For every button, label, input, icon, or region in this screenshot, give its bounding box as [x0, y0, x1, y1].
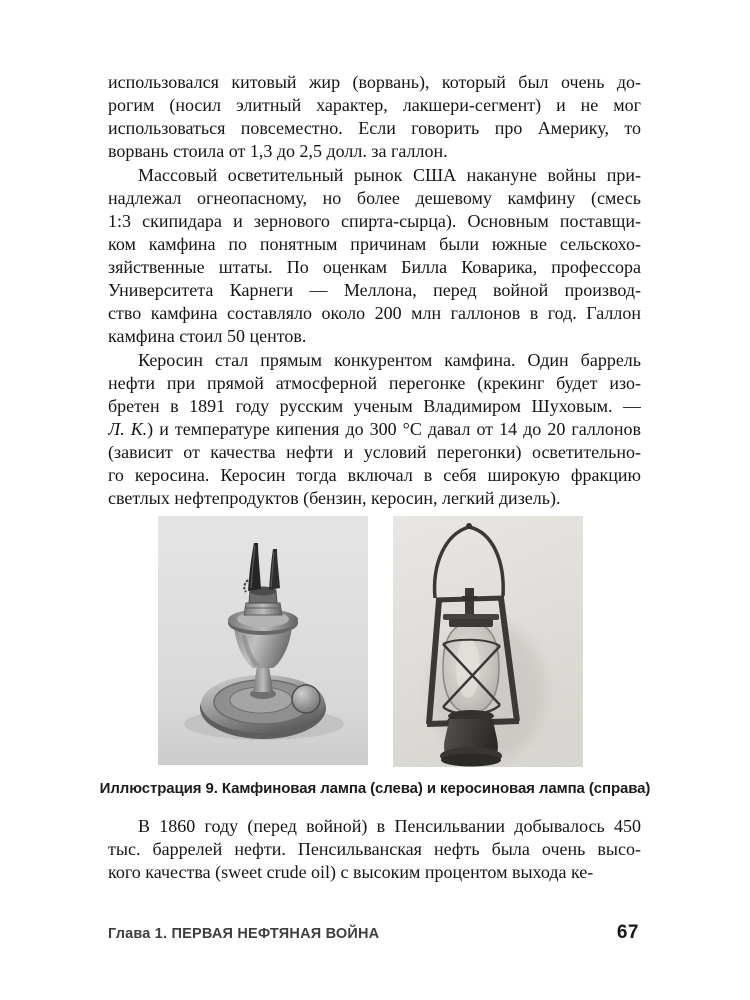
paragraph [108, 349, 641, 510]
text-line: ство камфина составляло около 200 млн галлонов в год. Галлон [108, 303, 641, 323]
text-line: тыс. баррелей нефти. Пенсильванская нефть была очень высо- [108, 839, 641, 859]
text-line: 1:3 скипидара и зернового спирта-сырца). Основным поставщи- [108, 211, 641, 231]
text-line: В 1860 году (перед войной) в Пенсильвании добывалось 450 [138, 816, 641, 836]
text-line: ком камфина по понятным причинам были южные сельскохо- [108, 234, 641, 254]
paragraph [108, 164, 641, 348]
chapter-title: Глава 1. ПЕРВАЯ НЕФТЯНАЯ ВОЙНА [108, 926, 380, 942]
camphine-lamp-photo [158, 516, 368, 765]
page-number: 67 [616, 922, 639, 943]
page-footer [108, 922, 639, 944]
text-line: Массовый осветительный рынок США накануне войны при- [138, 165, 641, 185]
text-line: светлых нефтепродуктов (бензин, керосин, легкий дизель). [108, 488, 561, 508]
text-line: Университета Карнеги — Меллона, перед войной производ- [108, 280, 641, 300]
text-line: (зависит от качества нефти и условий перегонки) осветительно- [108, 442, 641, 462]
text-line: кого качества (sweet crude oil) с высоким процентом выхода ке- [108, 862, 594, 882]
kerosene-lamp-photo [393, 516, 583, 767]
text-line: нефти при прямой атмосферной перегонке (крекинг будет изо- [108, 373, 641, 393]
paragraph [108, 815, 641, 884]
figure-row [158, 516, 583, 767]
text-line: Л. К.) и температуре кипения до 300 °C давал от 14 до 20 галлонов [108, 419, 641, 439]
text-line: камфина стоил 50 центов. [108, 326, 307, 346]
figure-caption: Иллюстрация 9. Камфиновая лампа (слева) и керосиновая лампа (справа) [99, 780, 651, 797]
text-line: надлежал огнеопасному, но более дешевому камфину (смесь [108, 188, 641, 208]
body-text-top [108, 71, 641, 510]
text-line: зяйственные штаты. По оценкам Билла Коварика, профессора [108, 257, 641, 277]
text-line: использоваться повсеместно. Если говорить про Америку, то [108, 118, 641, 138]
text-line: бретен в 1891 году русским ученым Владимиром Шуховым. — [108, 396, 641, 416]
text-line: го керосина. Керосин тогда включал в себя широкую фракцию [108, 465, 641, 485]
text-line: Керосин стал прямым конкурентом камфина. Один баррель [138, 350, 641, 370]
text-line: ворвань стоила от 1,3 до 2,5 долл. за галлон. [108, 141, 448, 161]
body-text-bottom [108, 815, 641, 884]
text-line: рогим (носил элитный характер, лакшери-сегмент) и не мог [108, 95, 641, 115]
text-line: использовался китовый жир (ворвань), который был очень до- [108, 72, 641, 92]
paragraph [108, 71, 641, 163]
